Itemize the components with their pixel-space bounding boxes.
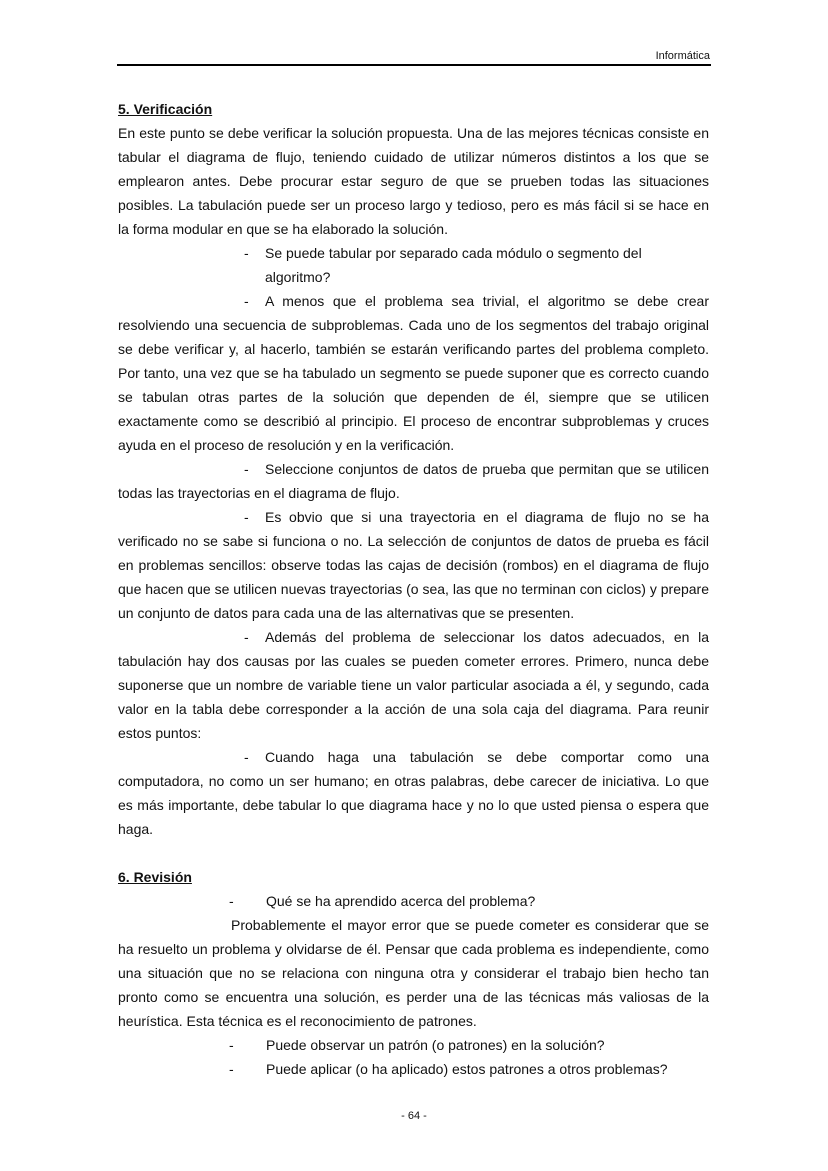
header-rule <box>117 64 711 66</box>
dash-item-text: Además del problema de seleccionar los datos adecuados, en la <box>265 629 709 645</box>
dash-item-lead <box>118 625 709 649</box>
dash-item-text: Es obvio que si una trayectoria en el diagrama de flujo no se ha <box>265 509 709 525</box>
dash-item-lead <box>118 745 709 769</box>
dash-item-text: Se puede tabular por separado cada módulo o segmento del algoritmo? <box>265 245 642 285</box>
question-text: Qué se ha aprendido acerca del problema? <box>266 893 536 909</box>
page-number: - 64 - <box>401 1110 427 1122</box>
page-content <box>118 97 709 1081</box>
section-spacer <box>118 841 709 865</box>
dash-item-lead <box>118 289 709 313</box>
dash-marker: - <box>244 461 249 477</box>
dash-marker: - <box>229 1037 234 1053</box>
question-item <box>118 889 709 913</box>
bullet-item <box>118 1033 709 1057</box>
dash-item-text: Seleccione conjuntos de datos de prueba que permitan que se utilicen <box>265 461 709 477</box>
section-heading-revision: 6. Revisión <box>118 869 192 885</box>
dash-marker: - <box>244 509 249 525</box>
dash-item-continuation: todas las trayectorias en el diagrama de flujo. <box>118 485 400 501</box>
dash-item-text: A menos que el problema sea trivial, el algoritmo se debe crear <box>265 293 709 309</box>
dash-marker: - <box>244 245 249 261</box>
bullet-text: Puede aplicar (o ha aplicado) estos patrones a otros problemas? <box>266 1061 668 1077</box>
dash-marker: - <box>244 629 249 645</box>
dash-item-continuation: resolviendo una secuencia de subproblemas. Cada uno de los segmentos del trabajo original se debe verificar y, al hacerlo, también se estarán verificando partes del problema completo. Por tanto, una vez que se ha tabulado un segmento se puede suponer que es correcto cuando se tabulan otras partes de la solución que dependen de él, siempre que se utilicen exactamente como se describió al principio. El proceso de encontrar subproblemas y cruces ayuda en el proceso de resolución y en la verificación. <box>118 317 709 453</box>
dash-marker: - <box>244 293 249 309</box>
paragraph-intro: En este punto se debe verificar la solución propuesta. Una de las mejores técnicas consiste en tabular el diagrama de flujo, teniendo cuidado de utilizar números distintos a los que se emplearon antes. Debe procurar estar seguro de que se prueben todas las situaciones posibles. La tabulación puede ser un proceso largo y tedioso, pero es más fácil si se hace en la forma modular en que se ha elaborado la solución. <box>118 125 709 237</box>
dash-item <box>118 241 709 289</box>
dash-marker: - <box>229 893 234 909</box>
paragraph-revision: Probablemente el mayor error que se puede cometer es considerar que se ha resuelto un problema y olvidarse de él. Pensar que cada problema es independiente, como una situación que no se relaciona con ninguna otra y considerar el trabajo bien hecho tan pronto como se encuentra una solución, es perder una de las técnicas más valiosas de la heurística. Esta técnica es el reconocimiento de patrones. <box>118 917 709 1029</box>
header-label: Informática <box>655 50 710 62</box>
dash-item-continuation: verificado no se sabe si funciona o no. La selección de conjuntos de datos de prueba es fácil en problemas sencillos: observe todas las cajas de decisión (rombos) en el diagrama de flujo que hacen que se utilicen nuevas trayectorias (o sea, las que no terminan con ciclos) y prepare un conjunto de datos para cada una de las alternativas que se presenten. <box>118 533 709 621</box>
bullet-text: Puede observar un patrón (o patrones) en la solución? <box>266 1037 605 1053</box>
dash-item-continuation: computadora, no como un ser humano; en otras palabras, debe carecer de iniciativa. Lo que es más importante, debe tabular lo que diagrama hace y no lo que usted piensa o espera que haga. <box>118 773 709 837</box>
dash-item-continuation: tabulación hay dos causas por las cuales se pueden cometer errores. Primero, nunca debe suponerse que un nombre de variable tiene un valor particular asociada a él, y segundo, cada valor en la tabla debe corresponder a la acción de una sola caja del diagrama. Para reunir estos puntos: <box>118 653 709 741</box>
dash-marker: - <box>229 1061 234 1077</box>
dash-marker: - <box>244 749 249 765</box>
section-heading-verificacion: 5. Verificación <box>118 101 213 117</box>
dash-item-lead <box>118 457 709 481</box>
dash-item-text: Cuando haga una tabulación se debe comportar como una <box>265 749 709 765</box>
bullet-item <box>118 1057 709 1081</box>
dash-item-lead <box>118 505 709 529</box>
